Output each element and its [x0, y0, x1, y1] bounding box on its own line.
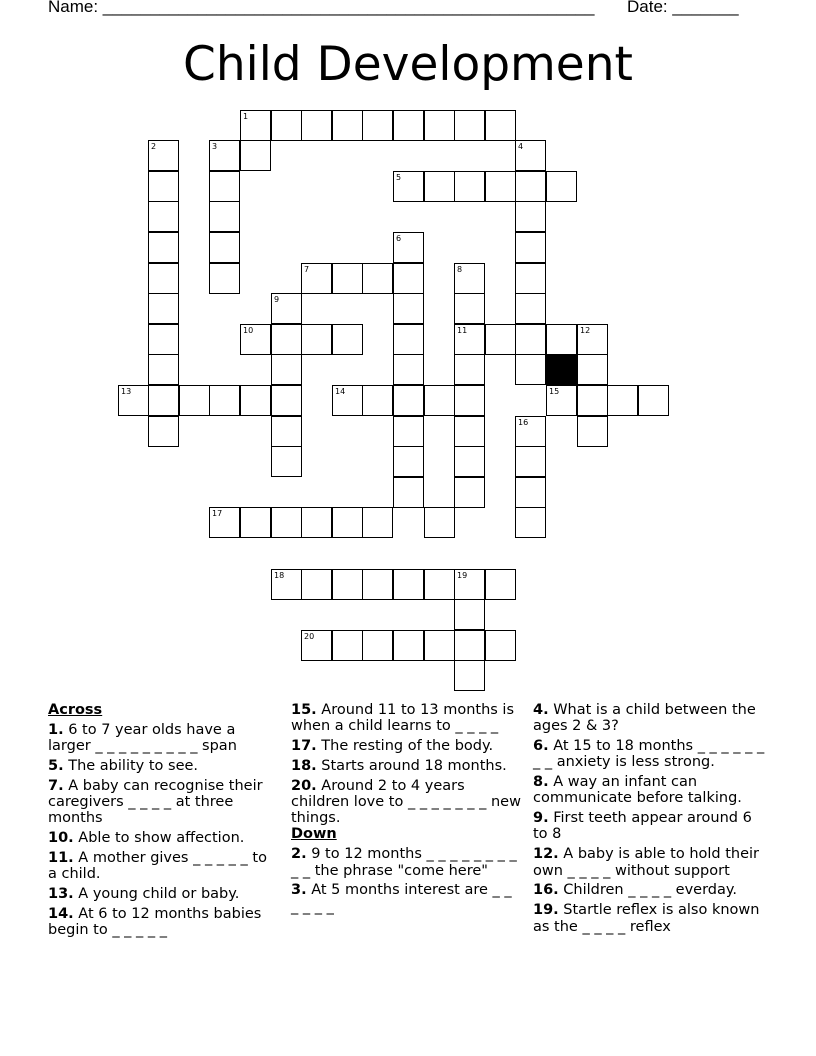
clue-item: [291, 702, 523, 734]
clue-text: Startle reflex is also known as the _ _ _ _ reflex: [533, 902, 760, 935]
grid-cell[interactable]: [148, 201, 179, 232]
grid-cell[interactable]: [362, 569, 393, 600]
grid-cell[interactable]: [577, 416, 608, 447]
name-field-label: Name: ____________________________________________________: [48, 0, 595, 16]
grid-cell[interactable]: [393, 569, 424, 600]
clue-number: 7.: [48, 777, 64, 794]
clue-item: [533, 702, 768, 734]
clue-number: 10.: [48, 830, 74, 847]
clues-column-3: [533, 702, 768, 935]
clue-number: 19: [457, 571, 468, 580]
grid-cell[interactable]: [485, 324, 516, 355]
clue-number: 7: [304, 265, 310, 274]
grid-cell[interactable]: [148, 232, 179, 263]
clue-item: [291, 778, 523, 827]
grid-cell[interactable]: [301, 630, 332, 661]
clue-number: 8: [457, 265, 463, 274]
grid-cell[interactable]: [209, 385, 240, 416]
grid-cell[interactable]: [179, 385, 210, 416]
grid-cell[interactable]: [301, 110, 332, 141]
grid-cell[interactable]: [638, 385, 669, 416]
clue-text: At 15 to 18 months _ _ _ _ _ _ _ _ anxiety is less strong.: [533, 738, 765, 771]
clue-number: 14.: [48, 906, 74, 923]
grid-cell[interactable]: [332, 630, 363, 661]
clue-number: 19.: [533, 902, 559, 919]
clue-item: [48, 722, 273, 754]
clue-text: A baby is able to hold their own _ _ _ _ without support: [533, 846, 760, 879]
clue-item: [533, 882, 768, 898]
clue-number: 1.: [48, 721, 64, 738]
clue-number: 8.: [533, 774, 549, 791]
grid-cell[interactable]: [393, 110, 424, 141]
clue-item: [533, 902, 768, 934]
grid-cell[interactable]: [515, 232, 546, 263]
grid-cell[interactable]: [424, 171, 455, 202]
grid-cell[interactable]: [271, 446, 302, 477]
grid-cell[interactable]: [393, 171, 424, 202]
clue-text: Children _ _ _ _ everday.: [563, 882, 738, 899]
clue-item: [48, 778, 273, 827]
grid-cell[interactable]: [454, 416, 485, 447]
grid-cell[interactable]: [515, 354, 546, 385]
grid-cell[interactable]: [515, 477, 546, 508]
grid-cell[interactable]: [240, 140, 271, 171]
grid-cell[interactable]: [515, 140, 546, 171]
clue-number: 13.: [48, 886, 74, 903]
grid-cell[interactable]: [424, 385, 455, 416]
grid-cell[interactable]: [271, 354, 302, 385]
grid-cell[interactable]: [454, 660, 485, 691]
clue-text: At 6 to 12 months babies begin to _ _ _ _ _: [48, 906, 262, 939]
grid-cell[interactable]: [454, 599, 485, 630]
clue-item: [48, 830, 273, 846]
grid-cell[interactable]: [332, 110, 363, 141]
clue-number: 16.: [533, 882, 559, 899]
clue-text: The resting of the body.: [321, 738, 494, 755]
grid-cell[interactable]: [332, 324, 363, 355]
grid-cell[interactable]: [546, 324, 577, 355]
clue-text: At 5 months interest are _ _ _ _ _ _: [291, 882, 512, 915]
clue-item: [291, 882, 523, 914]
grid-cell[interactable]: [424, 569, 455, 600]
grid-cell[interactable]: [577, 324, 608, 355]
clue-number: 6: [396, 234, 402, 243]
grid-cell[interactable]: [362, 385, 393, 416]
clue-text: 6 to 7 year olds have a larger _ _ _ _ _ _ _ _ _ span: [48, 721, 237, 755]
clue-number: 15: [549, 387, 560, 396]
grid-cell[interactable]: [332, 569, 363, 600]
clue-text: A way an infant can communicate before talking.: [533, 774, 742, 807]
clue-number: 18: [274, 571, 285, 580]
clue-number: 3: [212, 142, 218, 151]
clue-item: [48, 886, 273, 902]
grid-cell[interactable]: [209, 140, 240, 171]
grid-cell[interactable]: [148, 263, 179, 294]
clue-number: 6.: [533, 738, 549, 755]
grid-cell[interactable]: [454, 477, 485, 508]
clue-number: 5: [396, 173, 402, 182]
grid-cell[interactable]: [515, 263, 546, 294]
grid-cell[interactable]: [148, 293, 179, 324]
grid-cell[interactable]: [393, 324, 424, 355]
clue-text: First teeth appear around 6 to 8: [533, 810, 752, 843]
grid-cell[interactable]: [209, 507, 240, 538]
grid-cell[interactable]: [393, 385, 424, 416]
date-field-label: Date: _______: [627, 0, 739, 16]
grid-cell[interactable]: [454, 385, 485, 416]
grid-cell[interactable]: [301, 324, 332, 355]
clue-text: A mother gives _ _ _ _ _ to a child.: [48, 850, 267, 883]
grid-cell[interactable]: [209, 263, 240, 294]
grid-cell[interactable]: [454, 293, 485, 324]
clue-number: 5.: [48, 757, 64, 774]
grid-cell[interactable]: [362, 630, 393, 661]
grid-cell[interactable]: [271, 507, 302, 538]
clue-number: 18.: [291, 757, 317, 774]
clue-text: What is a child between the ages 2 & 3?: [533, 702, 756, 735]
grid-cell[interactable]: [209, 232, 240, 263]
grid-cell[interactable]: [546, 171, 577, 202]
grid-cell[interactable]: [240, 324, 271, 355]
clue-number: 4.: [533, 702, 549, 718]
grid-cell[interactable]: [301, 263, 332, 294]
clue-text: 9 to 12 months _ _ _ _ _ _ _ _ _ _ the phrase "come here": [291, 846, 517, 879]
grid-cell[interactable]: [362, 507, 393, 538]
grid-cell[interactable]: [577, 354, 608, 385]
clues-column-1: [48, 702, 273, 938]
grid-cell[interactable]: [240, 507, 271, 538]
clue-item: [533, 810, 768, 842]
clue-number: 3.: [291, 882, 307, 899]
grid-cell[interactable]: [546, 385, 577, 416]
clue-number: 10: [243, 326, 254, 335]
clue-item: [533, 846, 768, 878]
grid-cell[interactable]: [393, 446, 424, 477]
grid-cell[interactable]: [118, 385, 149, 416]
page-title: Child Development: [183, 37, 633, 92]
clue-number: 15.: [291, 702, 317, 718]
grid-cell[interactable]: [485, 630, 516, 661]
grid-cell[interactable]: [485, 569, 516, 600]
clue-number: 20.: [291, 777, 317, 794]
clue-number: 2.: [291, 846, 307, 863]
grid-cell[interactable]: [301, 569, 332, 600]
grid-cell[interactable]: [454, 630, 485, 661]
grid-cell[interactable]: [424, 110, 455, 141]
section-heading: Across: [48, 702, 103, 718]
clue-number: 12: [580, 326, 591, 335]
clue-item: [291, 758, 523, 774]
clue-text: Around 11 to 13 months is when a child learns to _ _ _ _: [291, 702, 515, 735]
grid-cell[interactable]: [332, 507, 363, 538]
clue-number: 9: [274, 295, 280, 304]
grid-cell[interactable]: [393, 293, 424, 324]
grid-cell[interactable]: [362, 263, 393, 294]
grid-cell[interactable]: [240, 110, 271, 141]
grid-cell[interactable]: [515, 324, 546, 355]
grid-cell[interactable]: [271, 324, 302, 355]
clue-item: [291, 846, 523, 878]
grid-cell[interactable]: [454, 324, 485, 355]
grid-cell[interactable]: [454, 263, 485, 294]
grid-cell[interactable]: [577, 385, 608, 416]
clue-text: Around 2 to 4 years children love to _ _ _ _ _ _ _ new things.: [291, 777, 521, 827]
grid-cell[interactable]: [240, 385, 271, 416]
clue-text: Able to show affection.: [78, 830, 245, 847]
grid-cell[interactable]: [515, 446, 546, 477]
grid-cell[interactable]: [454, 354, 485, 385]
clue-item: [48, 758, 273, 774]
grid-cell[interactable]: [332, 385, 363, 416]
grid-cell[interactable]: [454, 110, 485, 141]
clue-text: Starts around 18 months.: [321, 757, 507, 774]
clue-number: 11: [457, 326, 468, 335]
grid-cell[interactable]: [515, 293, 546, 324]
grid-cell[interactable]: [148, 140, 179, 171]
grid-cell[interactable]: [515, 507, 546, 538]
grid-cell[interactable]: [485, 110, 516, 141]
grid-cell[interactable]: [271, 569, 302, 600]
grid-cell[interactable]: [424, 507, 455, 538]
grid-cell[interactable]: [301, 507, 332, 538]
clue-number: 11.: [48, 850, 74, 867]
grid-cell[interactable]: [607, 385, 638, 416]
clue-number: 13: [121, 387, 132, 396]
clue-number: 16: [518, 418, 529, 427]
grid-cell[interactable]: [148, 354, 179, 385]
grid-cell[interactable]: [515, 416, 546, 447]
grid-cell[interactable]: [454, 446, 485, 477]
clue-item: [533, 774, 768, 806]
grid-cell[interactable]: [454, 569, 485, 600]
grid-cell[interactable]: [271, 110, 302, 141]
clue-text: A baby can recognise their caregivers _ _ _ _ at three months: [48, 777, 263, 827]
section-heading: Down: [291, 826, 337, 843]
clue-number: 17: [212, 509, 223, 518]
clue-number: 9.: [533, 810, 549, 827]
grid-cell[interactable]: [393, 416, 424, 447]
clue-number: 4: [518, 142, 524, 151]
grid-cell[interactable]: [393, 263, 424, 294]
grid-cell[interactable]: [271, 293, 302, 324]
grid-cell[interactable]: [393, 630, 424, 661]
clue-item: [533, 738, 768, 770]
grid-cell[interactable]: [424, 630, 455, 661]
clue-number: 20: [304, 632, 315, 641]
grid-cell[interactable]: [209, 201, 240, 232]
grid-cell[interactable]: [515, 201, 546, 232]
clues-column-2: [291, 702, 523, 915]
grid-block: [546, 354, 577, 385]
clue-text: A young child or baby.: [78, 886, 240, 903]
grid-cell[interactable]: [393, 232, 424, 263]
clue-number: 14: [335, 387, 346, 396]
clue-item: [48, 850, 273, 882]
grid-cell[interactable]: [332, 263, 363, 294]
clue-number: 1: [243, 112, 249, 121]
grid-cell[interactable]: [148, 171, 179, 202]
grid-cell[interactable]: [148, 385, 179, 416]
grid-cell[interactable]: [393, 477, 424, 508]
grid-cell[interactable]: [485, 171, 516, 202]
grid-cell[interactable]: [148, 324, 179, 355]
grid-cell[interactable]: [515, 171, 546, 202]
grid-cell[interactable]: [148, 416, 179, 447]
grid-cell[interactable]: [271, 416, 302, 447]
clue-text: The ability to see.: [68, 757, 199, 774]
clue-item: [291, 738, 523, 754]
grid-cell[interactable]: [362, 110, 393, 141]
grid-cell[interactable]: [271, 385, 302, 416]
clue-item: [48, 906, 273, 938]
grid-cell[interactable]: [209, 171, 240, 202]
grid-cell[interactable]: [454, 171, 485, 202]
clue-number: 2: [151, 142, 157, 151]
clue-number: 12.: [533, 846, 559, 863]
grid-cell[interactable]: [393, 354, 424, 385]
clue-number: 17.: [291, 738, 317, 755]
